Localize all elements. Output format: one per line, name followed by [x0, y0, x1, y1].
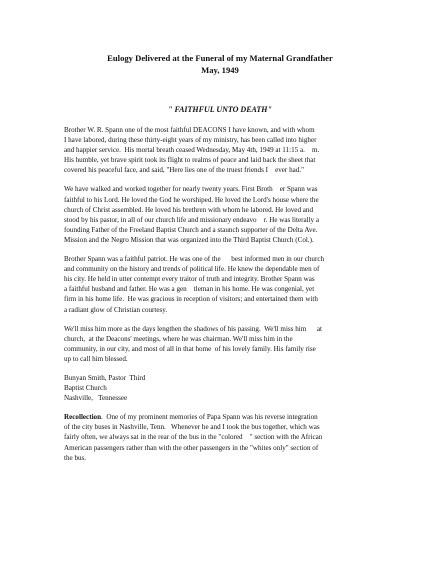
recollection-paragraph [64, 412, 386, 462]
paragraph-3 [64, 254, 386, 315]
text-line: of the city buses in Nashville, Tenn. Whenever he and I took the bus together, which was [64, 423, 320, 432]
signature-line: Bunyan Smith, Pastor Third [64, 373, 146, 382]
text-line: I have labored, during these thirty-eight years of my ministry, has been called into higher [64, 136, 317, 145]
signature-block [64, 373, 386, 403]
text-line: covered his peaceful face, and said, "Here lies one of the truest friends I ever had." [64, 166, 304, 175]
text-line: a faithful husband and father. He was a gen tleman in his home. He was congenial, yet [64, 285, 315, 294]
paragraph-2 [64, 184, 386, 245]
text-line: a radiant glow of Christian courtesy. [64, 305, 168, 314]
text-line: church, at the Deacons' meetings, where he was chairman. We'll miss him in the [64, 334, 293, 343]
text-line: firm in his home life. He was gracious in reception of visitors; and entertained them with [64, 295, 318, 304]
text-line: up to call him blessed. [64, 354, 128, 363]
text-line [64, 412, 386, 422]
title-line-2: May, 1949 [201, 65, 239, 75]
eulogy-subtitle: " FAITHFUL UNTO DEATH" [168, 105, 272, 114]
title-line-1: Eulogy Delivered at the Funeral of my Maternal Grandfather [107, 53, 333, 63]
text-line: We'll miss him more as the days lengthen the shadows of his passing. We'll miss him at [64, 324, 323, 333]
paragraph-1 [64, 125, 386, 175]
signature-line: Baptist Church [64, 384, 107, 393]
text-line: We have walked and worked together for nearly twenty years. First Broth er Spann was [64, 185, 318, 194]
text-line: fairly often, we always sat in the rear of the bus in the "colored " section with the African [64, 433, 323, 442]
text-line: founding Father of the Freeland Baptist Church and a staunch supporter of the Delta Ave. [64, 225, 318, 234]
recollection-label: Recollection [64, 413, 102, 422]
text-line: his city. He held in utter contempt every traitor of truth and integrity. Brother Spann was [64, 275, 315, 284]
text-line: His humble, yet brave spirit took its flight to realms of peace and laid back the sheet that [64, 156, 316, 165]
text-line: and happier service. His mortal breath ceased Wednesday, May 4th, 1949 at 11:15 a. m. [64, 146, 320, 155]
text-line: stood by his pastor, in all of our church life and missionary endeavo r. He was literally a [64, 215, 320, 224]
text-line: church of Christ assembled. He loved his brethren with whom he labored. He loved and [64, 205, 314, 214]
text-line: Brother W. R. Spann one of the most faithful DEACONS I have known, and with whom [64, 126, 315, 134]
text-line: the bus. [64, 453, 87, 462]
document-body [64, 125, 386, 472]
document-title [0, 52, 440, 76]
text-line: Mission and the Negro Mission that was organized into the Third Baptist Church (Col.). [64, 235, 314, 244]
text-line: Brother Spann was a faithful patriot. He was one of the best informed men in our church [64, 255, 325, 264]
text-line: and community on the history and trends of political life. He knew the dependable men of [64, 265, 320, 274]
text-line: American passengers rather than with the other passengers in the "whites only" section of [64, 443, 319, 452]
signature-line: Nashville, Tennessee [64, 394, 128, 403]
paragraph-4 [64, 324, 386, 364]
text-line: faithful to his Lord. He loved the God he worshiped. He loved the Lord's house where the [64, 195, 319, 204]
recollection-text: . One of my prominent memories of Papa Spann was his reverse integration [101, 413, 318, 422]
text-line: community, in our city, and most of all in that home of his lovely family. His family rise [64, 344, 316, 353]
